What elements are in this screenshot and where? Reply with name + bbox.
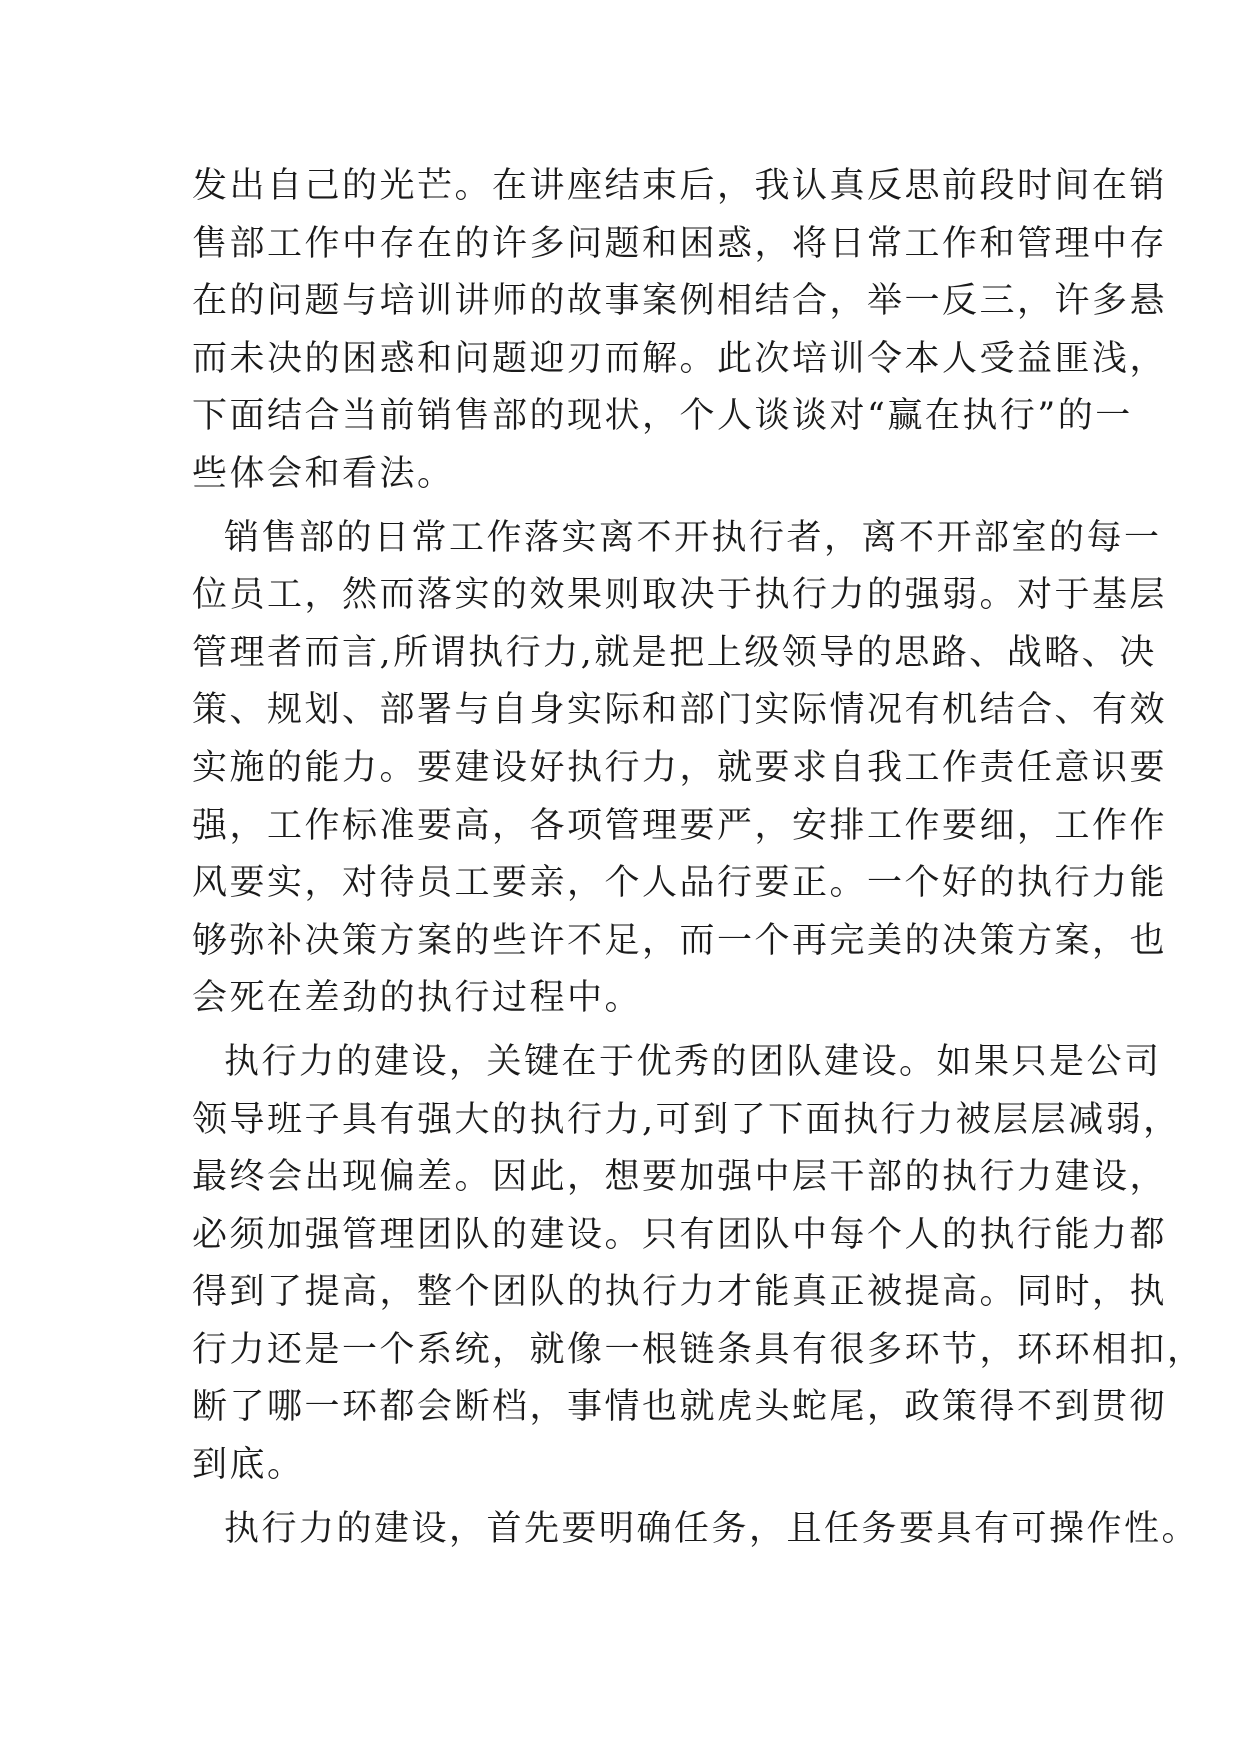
paragraph-2: [192, 510, 1168, 1028]
text-line: 会死在差劲的执行过程中。: [192, 978, 643, 1019]
text-line: 实施的能力。要建设好执行力，就要求自我工作责任意识要: [192, 747, 1168, 788]
text-line: 下面结合当前销售部的现状，个人谈谈对“赢在执行”的一: [192, 396, 1133, 437]
paragraph-1: [192, 158, 1168, 504]
text-line: 而未决的困惑和问题迎刃而解。此次培训令本人受益匪浅，: [192, 338, 1168, 379]
text-line: 些体会和看法。: [192, 453, 455, 494]
text-line: 够弥补决策方案的些许不足，而一个再完美的决策方案，也: [192, 920, 1168, 961]
text-line: 执行力的建设，关键在于优秀的团队建设。如果只是公司: [224, 1041, 1162, 1082]
text-line: 策、规划、部署与自身实际和部门实际情况有机结合、有效: [192, 690, 1168, 731]
text-line: 断了哪一环都会断档，事情也就虎头蛇尾，政策得不到贯彻: [192, 1387, 1168, 1428]
text-line: 在的问题与培训讲师的故事案例相结合，举一反三，许多悬: [192, 281, 1168, 322]
text-line: 发出自己的光芒。在讲座结束后，我认真反思前段时间在销: [192, 166, 1168, 206]
text-line: 位员工，然而落实的效果则取决于执行力的强弱。对于基层: [192, 575, 1168, 616]
text-line: 必须加强管理团队的建设。只有团队中每个人的执行能力都: [192, 1214, 1168, 1255]
text-line: 执行力的建设，首先要明确任务，且任务要具有可操作性。: [224, 1508, 1200, 1549]
text-line: 售部工作中存在的许多问题和困惑，将日常工作和管理中存: [192, 223, 1168, 264]
body-text: [192, 158, 1205, 1558]
text-line: 强，工作标准要高，各项管理要严，安排工作要细，工作作: [192, 805, 1168, 846]
text-line: 管理者而言,所谓执行力,就是把上级领导的思路、战略、决: [192, 632, 1157, 673]
text-line: 得到了提高，整个团队的执行力才能真正被提高。同时，执: [192, 1272, 1168, 1313]
text-line: 到底。: [192, 1445, 305, 1486]
text-line: 行力还是一个系统，就像一根链条具有很多环节，环环相扣，: [192, 1329, 1205, 1370]
paragraph-3: [192, 1034, 1205, 1495]
text-line: 风要实，对待员工要亲，个人品行要正。一个好的执行力能: [192, 863, 1168, 904]
text-line: 领导班子具有强大的执行力,可到了下面执行力被层层减弱，: [192, 1099, 1181, 1140]
text-line: 最终会出现偏差。因此，想要加强中层干部的执行力建设，: [192, 1157, 1168, 1198]
text-line: 销售部的日常工作落实离不开执行者，离不开部室的每一: [224, 517, 1162, 558]
paragraph-4: [192, 1501, 1200, 1559]
